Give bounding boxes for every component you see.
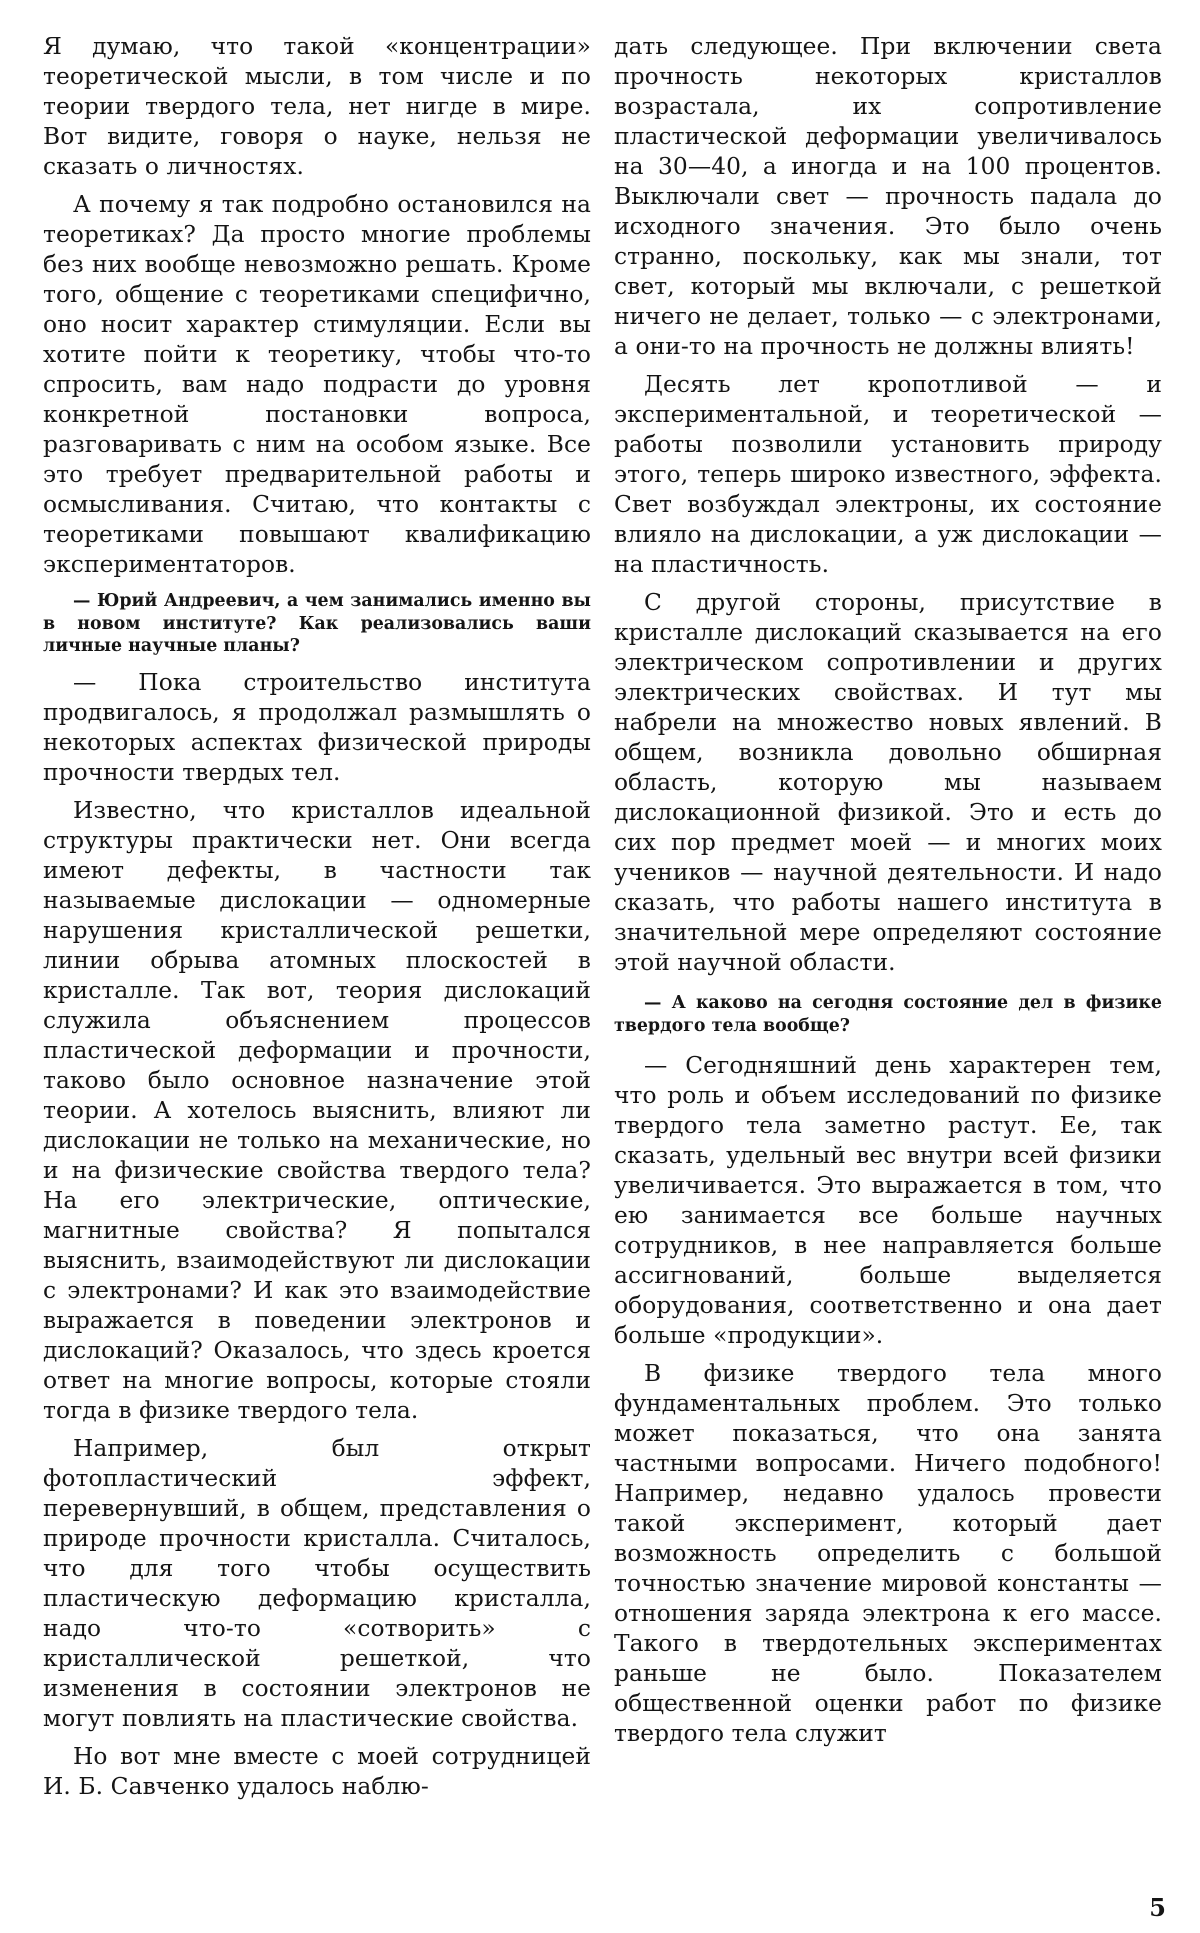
paragraph: Известно, что кристаллов идеальной структуры практически нет. Они всегда имеют дефекты, в частности так называемые дислокации — одномерные нарушения кристаллической решетки, линии обрыва атомных плоскостей в кристалле. Так вот, теория дислокаций служила объяснением процессов пластической деформации и прочности, таково было основное назначение этой теории. А хотелось выяснить, влияют ли дислокации не только на механические, но и на физические свойства твердого тела? На его электрические, оптические, магнитные свойства? Я попытался выяснить, взаимодействуют ли дислокации с электронами? И как это взаимодействие выражается в поведении электронов и дислокаций? Оказалось, что здесь кроется ответ на многие вопросы, которые стояли тогда в физике твердого тела.	[43, 796, 591, 1424]
paragraph: С другой стороны, присутствие в кристалле дислокаций сказывается на его электрическом сопротивлении и других электрических свойствах. И тут мы набрели на множество новых явлений. В общем, возникла довольно обширная область, которую мы называем дислокационной физикой. Это и есть до сих пор предмет моей — и многих моих учеников — научной деятельности. И надо сказать, что работы нашего института в значительной мере определяют состояние этой научной области.	[614, 589, 1162, 976]
paragraph: В физике твердого тела много фундаментальных проблем. Это только может показаться, что она занята частными вопросами. Ничего подобного! Например, недавно удалось провести такой эксперимент, который дает возможность определить с большой точностью значение мировой константы — отношения заряда электрона к его массе. Такого в твердотельных экспериментах раньше не было. Показателем общественной оценки работ по физике твердого тела служит	[614, 1360, 1162, 1747]
paragraph: Я думаю, что такой «концентрации» теоретической мысли, в том числе и по теории твердого тела, нет нигде в мире. Вот видите, говоря о науке, нельзя не сказать о личностях.	[43, 33, 591, 180]
left-column	[43, 32, 591, 1802]
page-number: 5	[1149, 1893, 1166, 1922]
paragraph: — Пока строительство института продвигалось, я продолжал размышлять о некоторых аспектах физической природы прочности твердых тел.	[43, 668, 591, 786]
paragraph: Но вот мне вместе с моей сотрудницей И. Б. Савченко удалось наблю-	[43, 1742, 591, 1800]
paragraph: А почему я так подробно остановился на теоретиках? Да просто многие проблемы без них вообще невозможно решать. Кроме того, общение с теоретиками специфично, оно носит характер стимуляции. Если вы хотите пойти к теоретику, чтобы что-то спросить, вам надо подрасти до уровня конкретной постановки вопроса, разговаривать с ним на особом языке. Все это требует предварительной работы и осмысливания. Считаю, что контакты с теоретиками повышают квалификацию экспериментаторов.	[43, 191, 591, 578]
paragraph: дать следующее. При включении света прочность некоторых кристаллов возрастала, их сопротивление пластической деформации увеличивалось на 30—40, а иногда и на 100 процентов. Выключали свет — прочность падала до исходного значения. Это было очень странно, поскольку, как мы знали, тот свет, который мы включали, с решеткой ничего не делает, только — с электронами, а они-то на прочность не должны влиять!	[614, 33, 1162, 360]
paragraph: Например, был открыт фотопластический эффект, перевернувший, в общем, представления о природе прочности кристалла. Считалось, что для того чтобы осуществить пластическую деформацию кристалла, надо что-то «сотворить» с кристаллической решеткой, что изменения в состоянии электронов не могут повлиять на пластические свойства.	[43, 1434, 591, 1732]
paragraph: Десять лет кропотливой — и экспериментальной, и теоретической — работы позволили установить природу этого, теперь широко известного, эффекта. Свет возбуждал электроны, их состояние влияло на дислокации, а уж дислокации — на пластичность.	[614, 371, 1162, 578]
interview-question: — А каково на сегодня состояние дел в физике твердого тела вообще?	[614, 993, 1162, 1036]
right-column	[614, 32, 1162, 1749]
interview-question: — Юрий Андреевич, а чем занимались именно вы в новом институте? Как реализовались ваши личные научные планы?	[43, 591, 591, 656]
paragraph: — Сегодняшний день характерен тем, что роль и объем исследований по физике твердого тела заметно растут. Ее, так сказать, удельный вес внутри всей физики увеличивается. Это выражается в том, что ею занимается все больше научных сотрудников, в нее направляется больше ассигнований, больше выделяется оборудования, соответственно и она дает больше «продукции».	[614, 1052, 1162, 1349]
